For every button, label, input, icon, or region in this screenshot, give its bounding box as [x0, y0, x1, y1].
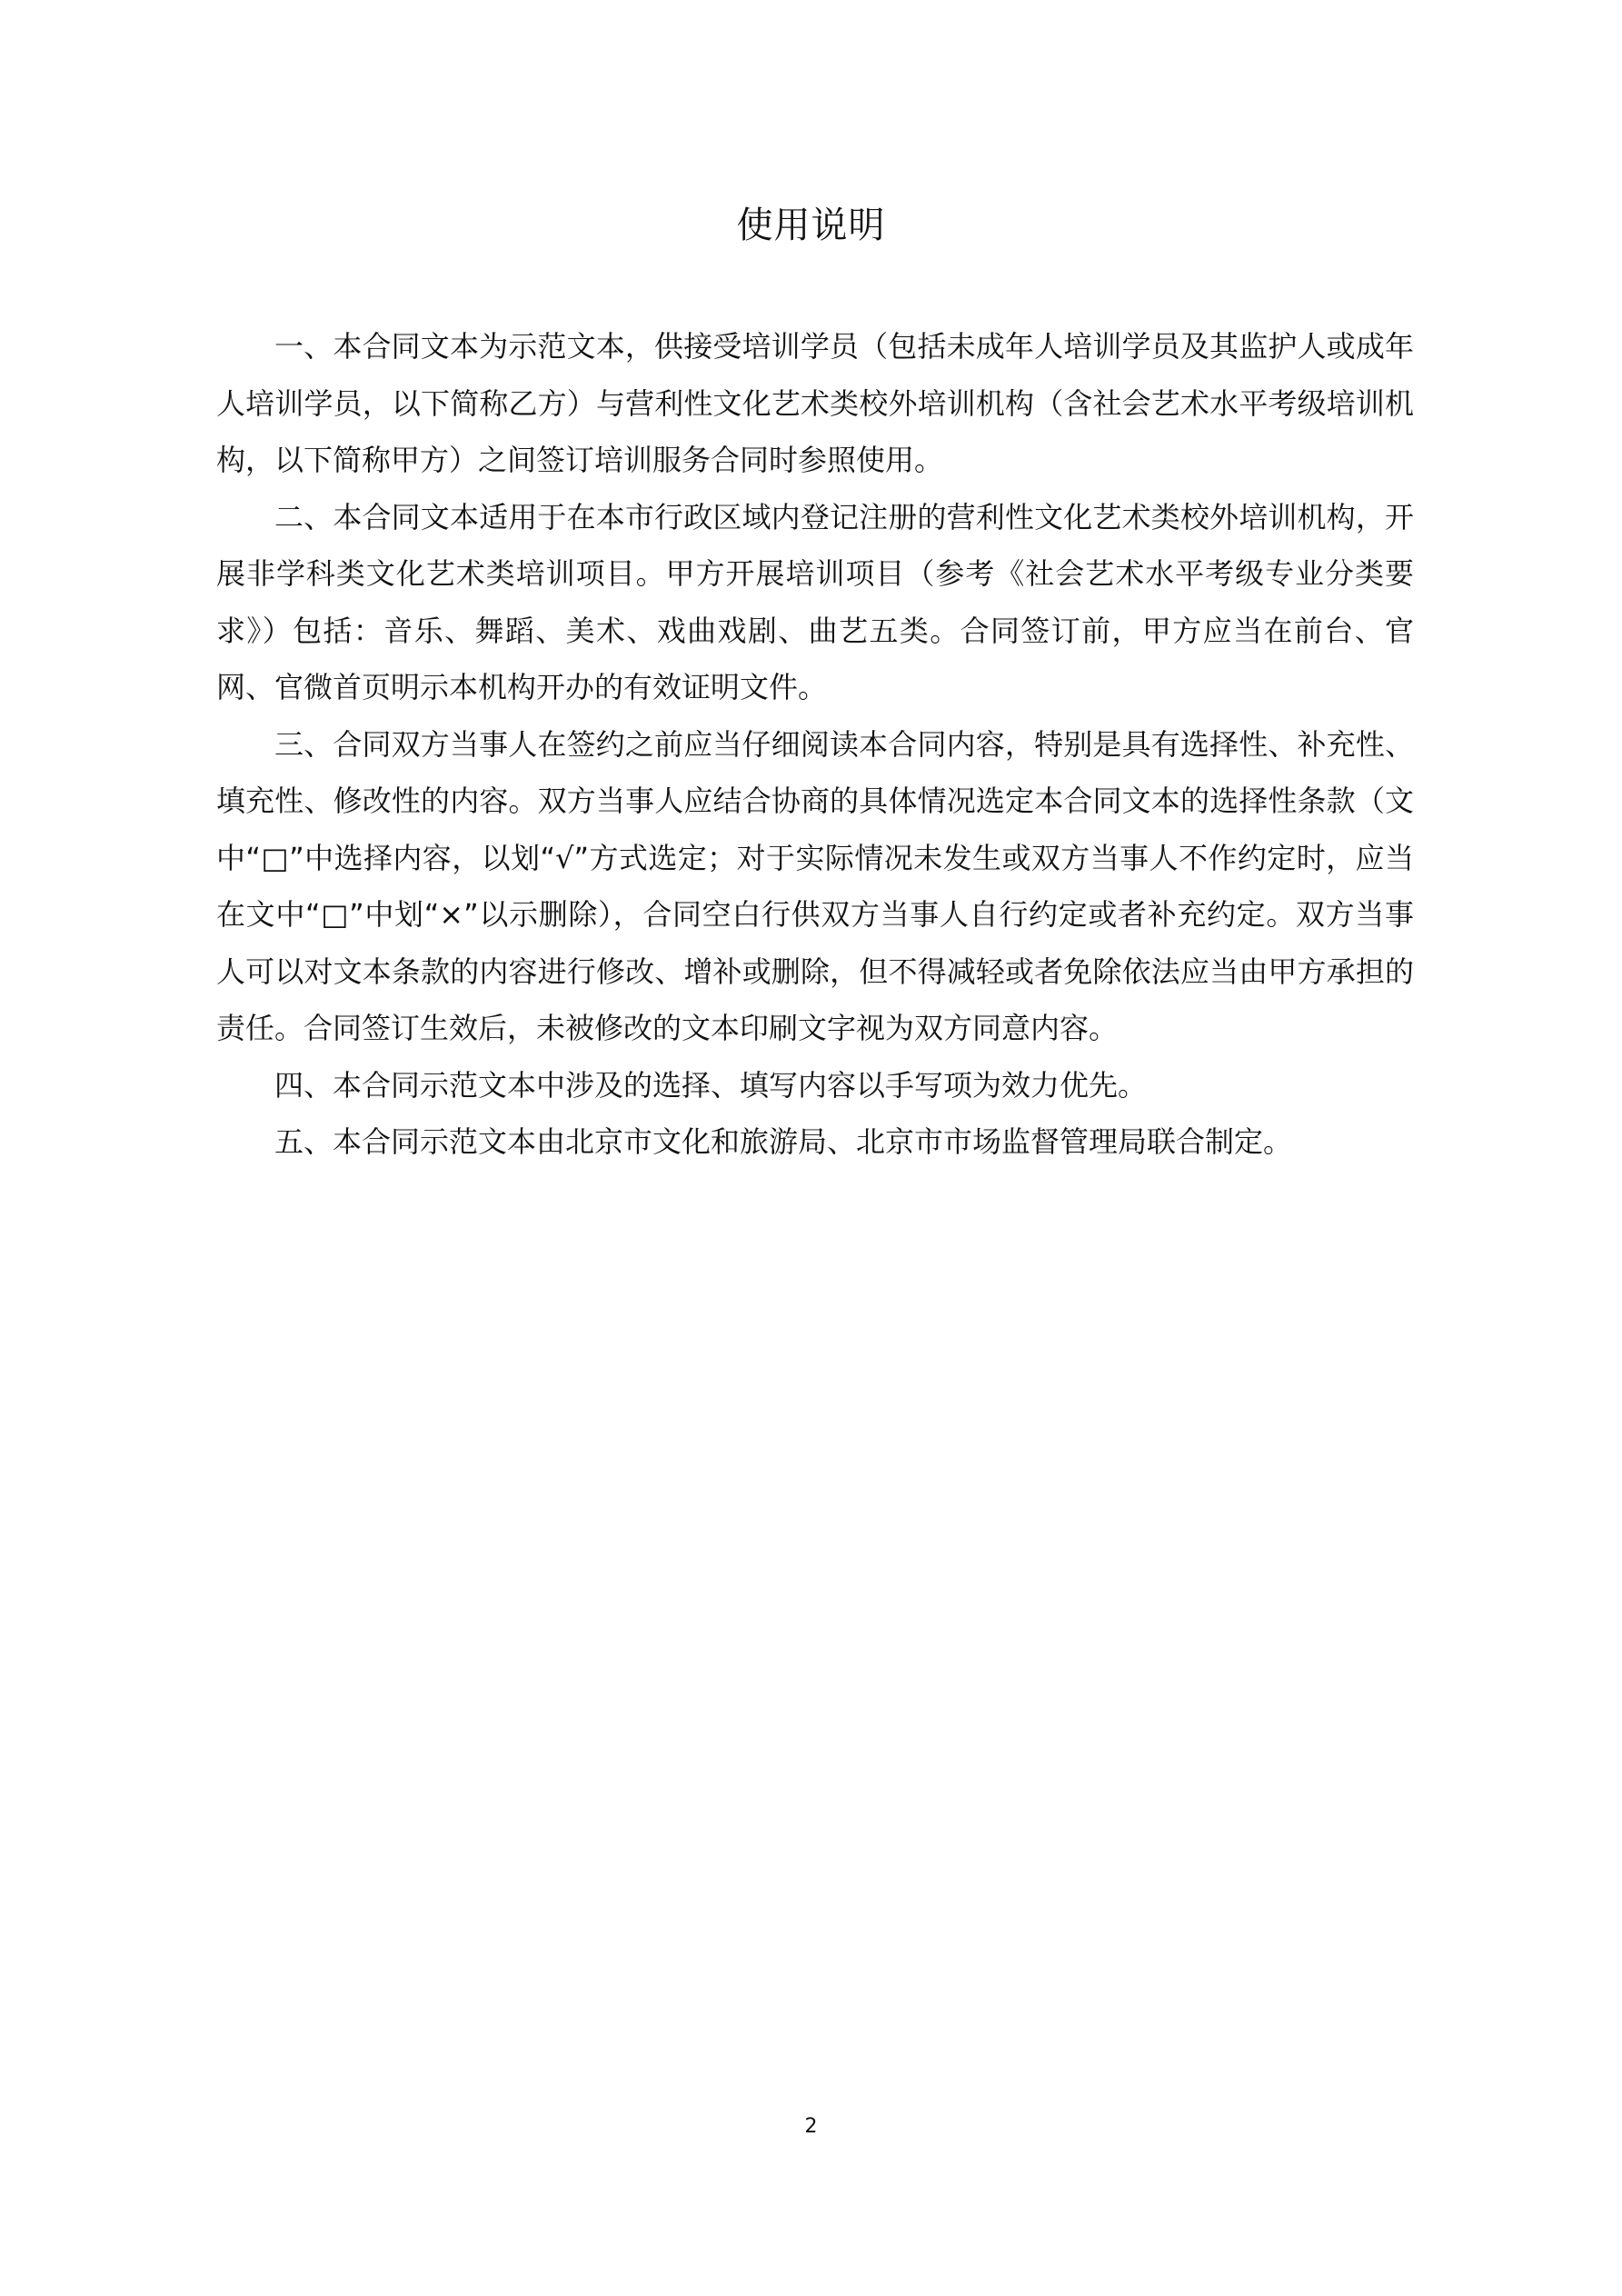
paragraph-1: 一、本合同文本为示范文本，供接受培训学员（包括未成年人培训学员及其监护人或成年人培训学员，以下简称乙方）与营利性文化艺术类校外培训机构（含社会艺术水平考级培训机构，以下简称甲方）之间签订培训服务合同时参照使用。 — [216, 329, 1414, 477]
paragraph-4: 四、本合同示范文本中涉及的选择、填写内容以手写项为效力优先。 — [274, 1067, 1148, 1103]
paragraph-3: 三、合同双方当事人在签约之前应当仔细阅读本合同内容，特别是具有选择性、补充性、填充性、修改性的内容。双方当事人应结合协商的具体情况选定本合同文本的选择性条款（文中“□”中选择内容，以划“√”方式选定；对于实际情况未发生或双方当事人不作约定时，应当在文中“□”中划“×”以示删除），合同空白行供双方当事人自行约定或者补充约定。双方当事人可以对文本条款的内容进行修改、增补或删除，但不得减轻或者免除依法应当由甲方承担的责任。合同签订生效后，未被修改的文本印刷文字视为双方同意内容。 — [216, 726, 1414, 1045]
paragraph-2: 二、本合同文本适用于在本市行政区域内登记注册的营利性文化艺术类校外培训机构，开展非学科类文化艺术类培训项目。甲方开展培训项目（参考《社会艺术水平考级专业分类要求》）包括：音乐、舞蹈、美术、戏曲戏剧、曲艺五类。合同签订前，甲方应当在前台、官网、官微首页明示本机构开办的有效证明文件。 — [216, 499, 1414, 704]
paragraph-5: 五、本合同示范文本由北京市文化和旅游局、北京市市场监督管理局联合制定。 — [274, 1124, 1293, 1159]
page-number: 2 — [804, 2115, 818, 2138]
instructions-body — [216, 318, 1414, 1171]
page-title: 使用说明 — [736, 205, 886, 246]
